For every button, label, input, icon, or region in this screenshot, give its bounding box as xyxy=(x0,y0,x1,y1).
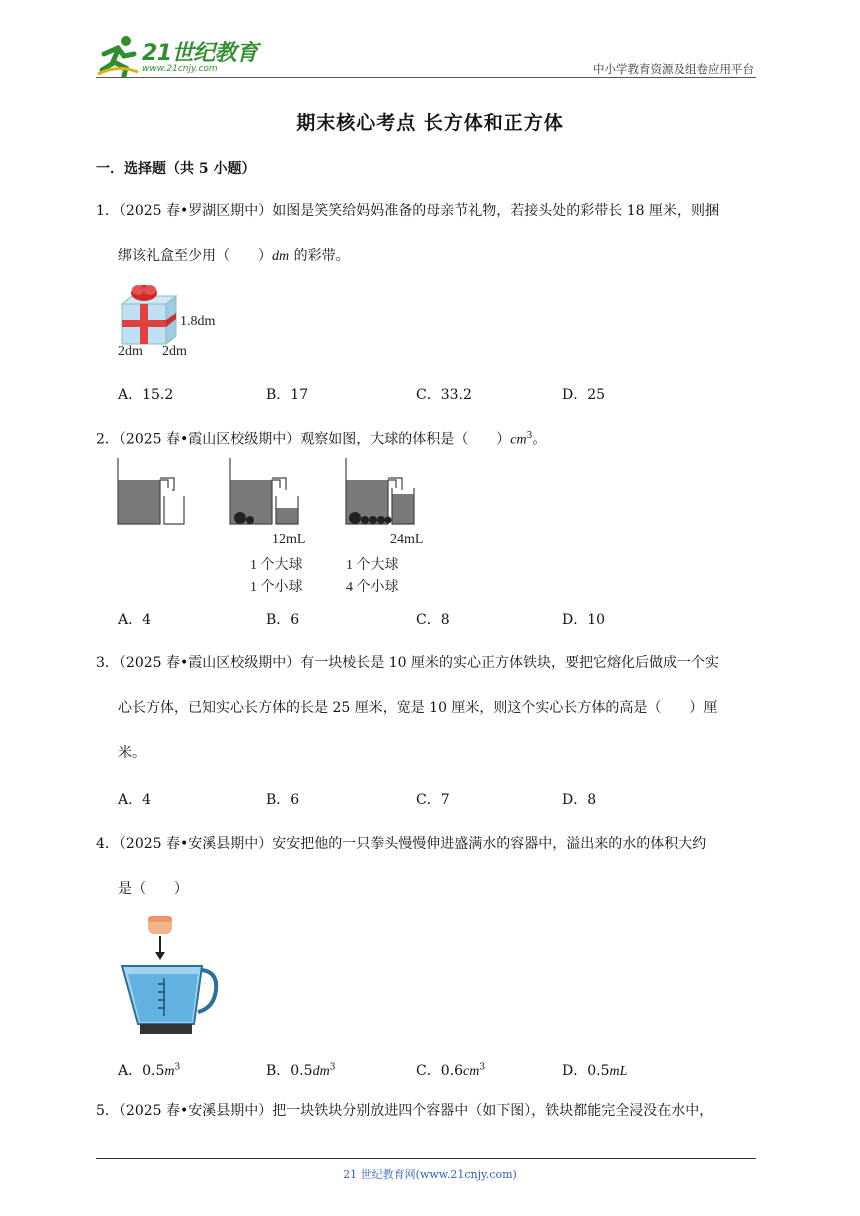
q2-unit-sup: 3 xyxy=(526,431,533,441)
q3-line3: 米。 xyxy=(118,745,146,761)
q2-unit: cm xyxy=(510,432,527,448)
q2-line1-pre: 2．（2025 春•霞山区校级期中）观察如图，大球的体积是（ ） xyxy=(96,431,511,448)
q1-option-b[interactable]: B．17 xyxy=(266,387,309,403)
q2-c2-label1: 1 个大球 xyxy=(250,558,303,573)
q4-option-b-sup: 3 xyxy=(329,1062,336,1073)
q2-containers-figure xyxy=(116,456,436,596)
q1-line2 xyxy=(118,246,350,267)
q1-width-label-1: 2dm xyxy=(118,344,143,359)
q4-option-b-unit: dm xyxy=(312,1064,330,1079)
q4-option-a-sup: 3 xyxy=(174,1062,181,1073)
q2-option-c[interactable]: C．8 xyxy=(416,612,450,628)
q3-option-b[interactable]: B．6 xyxy=(266,792,300,808)
q2-line1-post: 。 xyxy=(532,431,547,448)
q5-line1: 5．（2025 春•安溪县期中）把一块铁块分别放进四个容器中（如下图），铁块都能完全浸没在水中， xyxy=(96,1103,714,1119)
q2-c3-label2: 4 个小球 xyxy=(346,580,399,595)
q4-jug-figure xyxy=(118,912,222,1038)
section-heading: 一．选择题（共 5 小题） xyxy=(96,161,256,177)
q1-line2-pre: 绑该礼盒至少用（ ） xyxy=(118,248,272,264)
q2-c2-volume: 12mL xyxy=(272,532,306,547)
fist-measuring-jug-icon xyxy=(118,912,222,1038)
q1-gift-figure xyxy=(116,282,226,362)
logo-text: 21世纪教育 xyxy=(142,41,258,66)
q1-option-c[interactable]: C．33.2 xyxy=(416,387,472,403)
q4-line1: 4．（2025 春•安溪县期中）安安把他的一只拳头慢慢伸进盛满水的容器中，溢出来的水的体积大约 xyxy=(96,836,707,852)
q3-option-a[interactable]: A．4 xyxy=(118,792,152,808)
header-platform-text: 中小学教育资源及组卷应用平台 xyxy=(593,64,754,76)
q4-option-a-unit: m xyxy=(164,1064,175,1079)
q4-option-b-label: B．0.5 xyxy=(266,1063,313,1079)
q3-option-c[interactable]: C．7 xyxy=(416,792,450,808)
q3-line1: 3．（2025 春•霞山区校级期中）有一块棱长是 10 厘米的实心正方体铁块，要把它熔化后做成一个实 xyxy=(96,655,719,671)
q1-unit: dm xyxy=(272,249,290,264)
q4-line2: 是（ ） xyxy=(118,881,188,897)
footer-link[interactable]: 21 世纪教育网(www.21cnjy.com) xyxy=(343,1168,517,1181)
q4-option-d[interactable] xyxy=(562,1060,627,1080)
q4-option-b[interactable] xyxy=(266,1060,335,1080)
q1-line1: 1．（2025 春•罗湖区期中）如图是笑笑给妈妈准备的母亲节礼物，若接头处的彩带长 18 厘米，则捆 xyxy=(96,203,719,219)
q1-height-label: 1.8dm xyxy=(180,314,216,329)
q1-option-d[interactable]: D．25 xyxy=(562,387,606,403)
footer-divider xyxy=(96,1158,756,1159)
header-divider xyxy=(96,77,756,78)
q3-line2: 心长方体，已知实心长方体的长是 25 厘米，宽是 10 厘米，则这个实心长方体的高是（ ）厘 xyxy=(118,700,718,716)
page-title: 期末核心考点 长方体和正方体 xyxy=(296,112,564,134)
q4-option-c-sup: 3 xyxy=(479,1062,486,1073)
q2-option-a[interactable]: A．4 xyxy=(118,612,152,628)
q4-option-d-unit: mL xyxy=(609,1064,628,1079)
q1-width-label-2: 2dm xyxy=(162,344,187,359)
overflow-containers-icon xyxy=(116,456,436,536)
q1-option-a[interactable]: A．15.2 xyxy=(118,387,174,403)
q2-c2-label2: 1 个小球 xyxy=(250,580,303,595)
q4-option-c[interactable] xyxy=(416,1060,485,1080)
q3-option-d[interactable]: D．8 xyxy=(562,792,597,808)
q4-option-d-label: D．0.5 xyxy=(562,1063,610,1079)
q2-c3-volume: 24mL xyxy=(390,532,424,547)
logo-url: www.21cnjy.com xyxy=(142,64,218,74)
runner-logo-icon xyxy=(96,34,140,78)
q4-option-c-unit: cm xyxy=(462,1064,480,1079)
q4-option-a[interactable] xyxy=(118,1060,180,1080)
q2-option-d[interactable]: D．10 xyxy=(562,612,606,628)
q1-line2-post: 的彩带。 xyxy=(289,248,350,264)
q2-option-b[interactable]: B．6 xyxy=(266,612,300,628)
q4-option-c-label: C．0.6 xyxy=(416,1063,463,1079)
q4-option-a-label: A．0.5 xyxy=(118,1063,165,1079)
q2-c3-label1: 1 个大球 xyxy=(346,558,399,573)
site-logo xyxy=(96,34,266,80)
q2-line1 xyxy=(96,426,546,451)
